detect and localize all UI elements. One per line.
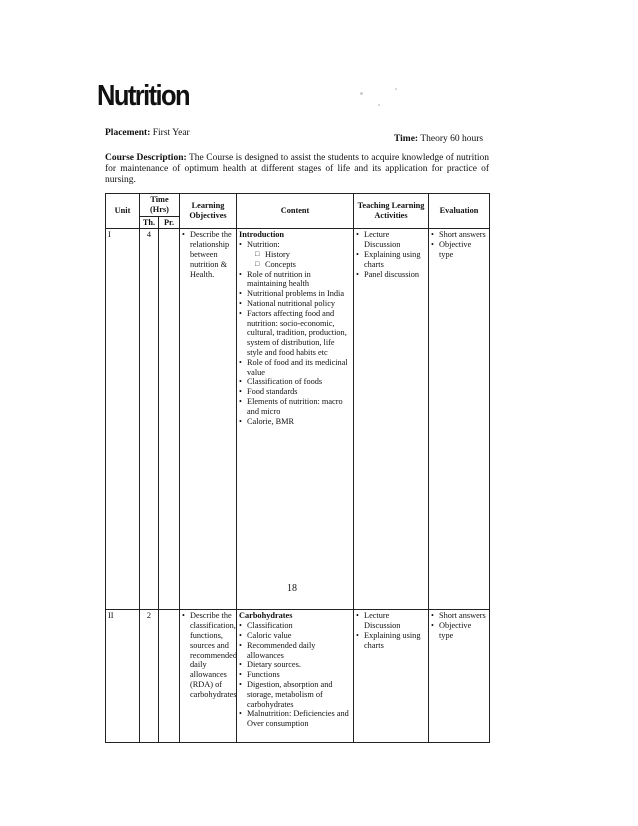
practical-hours-cell [159,229,180,610]
list-item: • Functions [239,670,351,680]
list-item: • Role of nutrition in maintaining health [239,270,351,290]
list-item: • Food standards [239,387,351,397]
list-item: • Role of food and its medicinal value [239,358,351,378]
list-item: • Explaining using charts [356,631,426,651]
header-objectives: Learning Objectives [180,194,237,229]
evaluation-cell [429,610,490,743]
syllabus-table [105,193,490,743]
list-item: • Elements of nutrition: macro and micro [239,397,351,417]
scan-speck [360,92,363,95]
placement-label: Placement: [105,128,151,138]
activities-cell [354,610,429,743]
list-item: • National nutritional policy [239,299,351,309]
sub-list-item: □ History [247,250,351,260]
page-title: Nutrition [97,80,190,112]
list-item: • Objective type [431,240,487,260]
header-theory: Th. [140,216,159,229]
unit-cell: I [106,229,140,610]
list-item: • Malnutrition: Deficiencies and Over consumption [239,709,351,729]
page-number: 18 [287,583,297,594]
list-item: • Recommended daily allowances [239,641,351,661]
objectives-cell [180,229,237,610]
table-row [106,229,490,610]
content-cell [237,610,354,743]
list-item: • Factors affecting food and nutrition: socio-economic, cultural, tradition, production, system of distribution, life style and food habits etc [239,309,351,358]
list-item [239,240,351,269]
header-evaluation: Evaluation [429,194,490,229]
course-description-label: Course Description: [105,153,187,163]
theory-hours-cell: 2 [140,610,159,743]
list-item: • Short answers [431,611,487,621]
header-unit: Unit [106,194,140,229]
list-item: • Objective type [431,621,487,641]
content-title: Carbohydrates [239,611,293,621]
evaluation-cell [429,229,490,610]
list-item: • Digestion, absorption and storage, metabolism of carbohydrates [239,680,351,709]
table-row [106,610,490,743]
list-item: • Describe the classification, functions, sources and recommended daily allowances (RDA) of carbohydrates [182,611,234,699]
list-item: • Describe the relationship between nutrition & Health. [182,230,234,279]
header-time: Time (Hrs) [140,194,180,217]
header-practical: Pr. [159,216,180,229]
list-item: • Classification of foods [239,377,351,387]
list-item: • Short answers [431,230,487,240]
course-description [105,153,489,186]
activities-cell [354,229,429,610]
practical-hours-cell [159,610,180,743]
scan-speck [395,88,397,90]
header-content: Content [237,194,354,229]
course-description-text: The Course is designed to assist the students to acquire knowledge of nutrition for maintenance of optimum health at different stages of life and its application for practice of nursing. [105,153,490,185]
list-item: • Classification [239,621,351,631]
header-activities: Teaching Learning Activities [354,194,429,229]
list-item: • Dietary sources. [239,660,351,670]
list-item: • Lecture Discussion [356,611,426,631]
list-item-text: Nutrition: [247,240,280,250]
list-item: • Nutritional problems in India [239,289,351,299]
theory-hours-cell: 4 [140,229,159,610]
unit-cell: II [106,610,140,743]
list-item: • Lecture Discussion [356,230,426,250]
list-item: • Caloric value [239,631,351,641]
content-cell [237,229,354,610]
list-item: • Explaining using charts [356,250,426,270]
scan-speck [378,104,380,106]
placement-line [105,128,190,138]
placement-value: First Year [152,128,190,138]
time-line [394,134,483,144]
list-item: • Panel discussion [356,270,426,280]
content-title: Introduction [239,230,285,240]
time-value: Theory 60 hours [420,134,484,144]
sub-list-item: □ Concepts [247,260,351,270]
time-label: Time: [394,134,419,144]
objectives-cell [180,610,237,743]
list-item: • Calorie, BMR [239,417,351,427]
header-row [106,194,490,217]
